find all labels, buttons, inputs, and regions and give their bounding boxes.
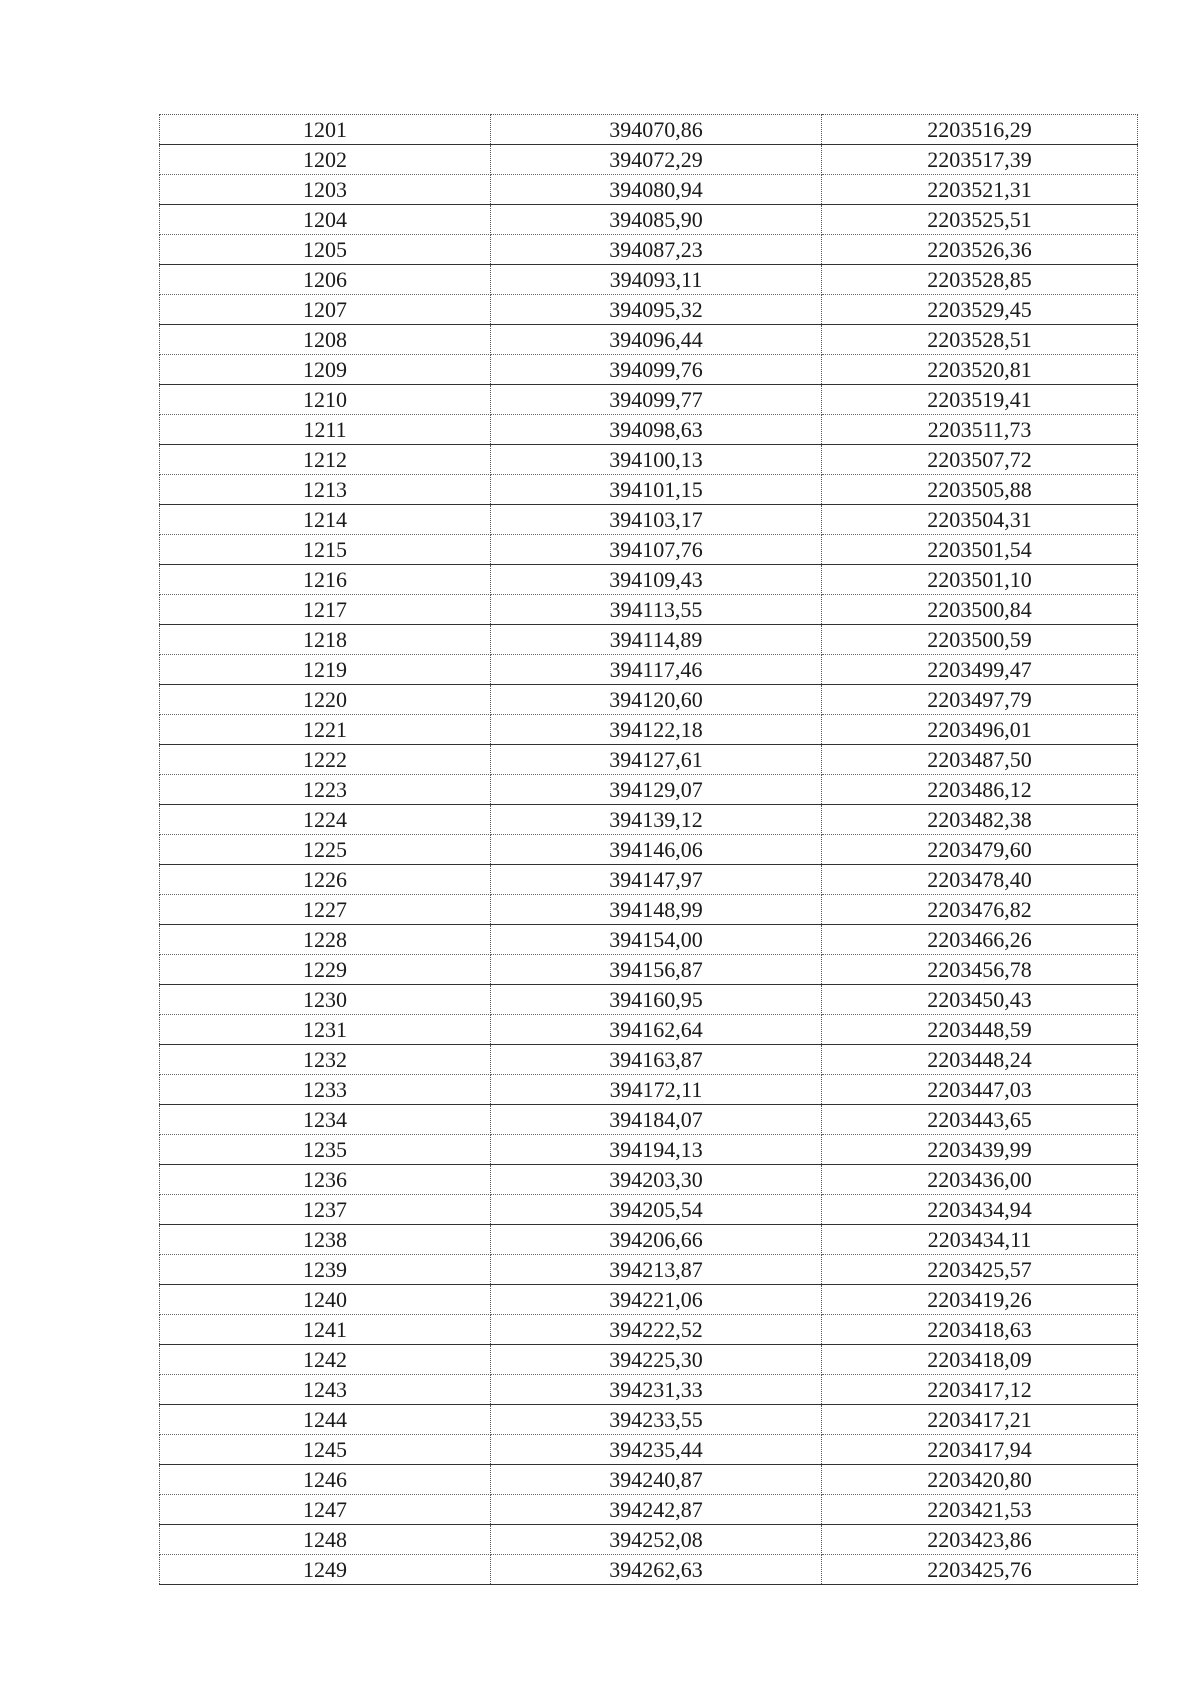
point-number-cell: 1249: [160, 1555, 491, 1585]
point-number-cell: 1239: [160, 1255, 491, 1285]
x-coordinate-cell: 394098,63: [491, 415, 822, 445]
table-row: [160, 895, 1138, 925]
x-coordinate-cell: 394221,06: [491, 1285, 822, 1315]
point-number-cell: 1245: [160, 1435, 491, 1465]
table-row: [160, 1435, 1138, 1465]
table-row: [160, 535, 1138, 565]
y-coordinate-cell: 2203436,00: [822, 1165, 1138, 1195]
y-coordinate-cell: 2203423,86: [822, 1525, 1138, 1555]
table-row: [160, 925, 1138, 955]
y-coordinate-cell: 2203417,21: [822, 1405, 1138, 1435]
point-number-cell: 1240: [160, 1285, 491, 1315]
y-coordinate-cell: 2203476,82: [822, 895, 1138, 925]
x-coordinate-cell: 394101,15: [491, 475, 822, 505]
point-number-cell: 1213: [160, 475, 491, 505]
x-coordinate-cell: 394107,76: [491, 535, 822, 565]
point-number-cell: 1206: [160, 265, 491, 295]
table-row: [160, 175, 1138, 205]
x-coordinate-cell: 394087,23: [491, 235, 822, 265]
y-coordinate-cell: 2203520,81: [822, 355, 1138, 385]
point-number-cell: 1246: [160, 1465, 491, 1495]
point-number-cell: 1248: [160, 1525, 491, 1555]
table-row: [160, 475, 1138, 505]
point-number-cell: 1212: [160, 445, 491, 475]
table-row: [160, 1225, 1138, 1255]
table-row: [160, 1465, 1138, 1495]
table-row: [160, 115, 1138, 145]
x-coordinate-cell: 394222,52: [491, 1315, 822, 1345]
y-coordinate-cell: 2203501,10: [822, 565, 1138, 595]
table-row: [160, 1315, 1138, 1345]
table-row: [160, 1045, 1138, 1075]
y-coordinate-cell: 2203529,45: [822, 295, 1138, 325]
y-coordinate-cell: 2203482,38: [822, 805, 1138, 835]
y-coordinate-cell: 2203496,01: [822, 715, 1138, 745]
y-coordinate-cell: 2203528,85: [822, 265, 1138, 295]
table-row: [160, 1285, 1138, 1315]
y-coordinate-cell: 2203479,60: [822, 835, 1138, 865]
x-coordinate-cell: 394139,12: [491, 805, 822, 835]
coordinates-table: [159, 114, 1138, 1585]
y-coordinate-cell: 2203519,41: [822, 385, 1138, 415]
point-number-cell: 1232: [160, 1045, 491, 1075]
point-number-cell: 1220: [160, 685, 491, 715]
table-row: [160, 775, 1138, 805]
point-number-cell: 1215: [160, 535, 491, 565]
table-row: [160, 1495, 1138, 1525]
table-row: [160, 685, 1138, 715]
y-coordinate-cell: 2203420,80: [822, 1465, 1138, 1495]
y-coordinate-cell: 2203497,79: [822, 685, 1138, 715]
x-coordinate-cell: 394095,32: [491, 295, 822, 325]
y-coordinate-cell: 2203417,94: [822, 1435, 1138, 1465]
y-coordinate-cell: 2203456,78: [822, 955, 1138, 985]
table-row: [160, 1375, 1138, 1405]
y-coordinate-cell: 2203439,99: [822, 1135, 1138, 1165]
y-coordinate-cell: 2203505,88: [822, 475, 1138, 505]
table-row: [160, 955, 1138, 985]
x-coordinate-cell: 394262,63: [491, 1555, 822, 1585]
point-number-cell: 1211: [160, 415, 491, 445]
x-coordinate-cell: 394231,33: [491, 1375, 822, 1405]
table-row: [160, 355, 1138, 385]
table-row: [160, 1135, 1138, 1165]
y-coordinate-cell: 2203418,09: [822, 1345, 1138, 1375]
point-number-cell: 1217: [160, 595, 491, 625]
table-row: [160, 595, 1138, 625]
y-coordinate-cell: 2203417,12: [822, 1375, 1138, 1405]
x-coordinate-cell: 394070,86: [491, 115, 822, 145]
point-number-cell: 1203: [160, 175, 491, 205]
table-row: [160, 565, 1138, 595]
point-number-cell: 1202: [160, 145, 491, 175]
point-number-cell: 1236: [160, 1165, 491, 1195]
y-coordinate-cell: 2203418,63: [822, 1315, 1138, 1345]
x-coordinate-cell: 394235,44: [491, 1435, 822, 1465]
y-coordinate-cell: 2203450,43: [822, 985, 1138, 1015]
point-number-cell: 1230: [160, 985, 491, 1015]
table-row: [160, 835, 1138, 865]
y-coordinate-cell: 2203421,53: [822, 1495, 1138, 1525]
x-coordinate-cell: 394099,77: [491, 385, 822, 415]
point-number-cell: 1207: [160, 295, 491, 325]
point-number-cell: 1201: [160, 115, 491, 145]
coordinates-table-body: [160, 115, 1138, 1585]
x-coordinate-cell: 394072,29: [491, 145, 822, 175]
x-coordinate-cell: 394154,00: [491, 925, 822, 955]
point-number-cell: 1219: [160, 655, 491, 685]
table-row: [160, 1555, 1138, 1585]
y-coordinate-cell: 2203443,65: [822, 1105, 1138, 1135]
y-coordinate-cell: 2203504,31: [822, 505, 1138, 535]
table-row: [160, 1165, 1138, 1195]
table-row: [160, 625, 1138, 655]
point-number-cell: 1237: [160, 1195, 491, 1225]
x-coordinate-cell: 394085,90: [491, 205, 822, 235]
table-row: [160, 745, 1138, 775]
table-row: [160, 1195, 1138, 1225]
y-coordinate-cell: 2203499,47: [822, 655, 1138, 685]
x-coordinate-cell: 394114,89: [491, 625, 822, 655]
point-number-cell: 1227: [160, 895, 491, 925]
y-coordinate-cell: 2203466,26: [822, 925, 1138, 955]
point-number-cell: 1205: [160, 235, 491, 265]
y-coordinate-cell: 2203507,72: [822, 445, 1138, 475]
point-number-cell: 1244: [160, 1405, 491, 1435]
y-coordinate-cell: 2203528,51: [822, 325, 1138, 355]
x-coordinate-cell: 394225,30: [491, 1345, 822, 1375]
point-number-cell: 1224: [160, 805, 491, 835]
x-coordinate-cell: 394213,87: [491, 1255, 822, 1285]
x-coordinate-cell: 394096,44: [491, 325, 822, 355]
x-coordinate-cell: 394206,66: [491, 1225, 822, 1255]
y-coordinate-cell: 2203517,39: [822, 145, 1138, 175]
x-coordinate-cell: 394113,55: [491, 595, 822, 625]
x-coordinate-cell: 394093,11: [491, 265, 822, 295]
point-number-cell: 1225: [160, 835, 491, 865]
table-row: [160, 1255, 1138, 1285]
table-row: [160, 865, 1138, 895]
table-row: [160, 1105, 1138, 1135]
y-coordinate-cell: 2203500,84: [822, 595, 1138, 625]
y-coordinate-cell: 2203525,51: [822, 205, 1138, 235]
point-number-cell: 1209: [160, 355, 491, 385]
y-coordinate-cell: 2203425,57: [822, 1255, 1138, 1285]
x-coordinate-cell: 394117,46: [491, 655, 822, 685]
y-coordinate-cell: 2203478,40: [822, 865, 1138, 895]
table-row: [160, 325, 1138, 355]
point-number-cell: 1218: [160, 625, 491, 655]
point-number-cell: 1210: [160, 385, 491, 415]
table-row: [160, 805, 1138, 835]
table-row: [160, 505, 1138, 535]
point-number-cell: 1238: [160, 1225, 491, 1255]
table-row: [160, 205, 1138, 235]
y-coordinate-cell: 2203419,26: [822, 1285, 1138, 1315]
x-coordinate-cell: 394109,43: [491, 565, 822, 595]
point-number-cell: 1228: [160, 925, 491, 955]
x-coordinate-cell: 394080,94: [491, 175, 822, 205]
y-coordinate-cell: 2203434,11: [822, 1225, 1138, 1255]
y-coordinate-cell: 2203521,31: [822, 175, 1138, 205]
x-coordinate-cell: 394160,95: [491, 985, 822, 1015]
point-number-cell: 1235: [160, 1135, 491, 1165]
table-row: [160, 385, 1138, 415]
x-coordinate-cell: 394122,18: [491, 715, 822, 745]
table-row: [160, 145, 1138, 175]
point-number-cell: 1242: [160, 1345, 491, 1375]
x-coordinate-cell: 394242,87: [491, 1495, 822, 1525]
x-coordinate-cell: 394146,06: [491, 835, 822, 865]
point-number-cell: 1233: [160, 1075, 491, 1105]
point-number-cell: 1231: [160, 1015, 491, 1045]
x-coordinate-cell: 394194,13: [491, 1135, 822, 1165]
point-number-cell: 1223: [160, 775, 491, 805]
point-number-cell: 1221: [160, 715, 491, 745]
point-number-cell: 1204: [160, 205, 491, 235]
table-row: [160, 1075, 1138, 1105]
x-coordinate-cell: 394252,08: [491, 1525, 822, 1555]
x-coordinate-cell: 394205,54: [491, 1195, 822, 1225]
x-coordinate-cell: 394100,13: [491, 445, 822, 475]
x-coordinate-cell: 394184,07: [491, 1105, 822, 1135]
table-row: [160, 1405, 1138, 1435]
x-coordinate-cell: 394099,76: [491, 355, 822, 385]
y-coordinate-cell: 2203526,36: [822, 235, 1138, 265]
x-coordinate-cell: 394162,64: [491, 1015, 822, 1045]
table-row: [160, 1015, 1138, 1045]
y-coordinate-cell: 2203434,94: [822, 1195, 1138, 1225]
x-coordinate-cell: 394147,97: [491, 865, 822, 895]
table-row: [160, 655, 1138, 685]
x-coordinate-cell: 394129,07: [491, 775, 822, 805]
y-coordinate-cell: 2203486,12: [822, 775, 1138, 805]
x-coordinate-cell: 394127,61: [491, 745, 822, 775]
x-coordinate-cell: 394103,17: [491, 505, 822, 535]
x-coordinate-cell: 394203,30: [491, 1165, 822, 1195]
y-coordinate-cell: 2203448,24: [822, 1045, 1138, 1075]
point-number-cell: 1234: [160, 1105, 491, 1135]
y-coordinate-cell: 2203501,54: [822, 535, 1138, 565]
y-coordinate-cell: 2203448,59: [822, 1015, 1138, 1045]
y-coordinate-cell: 2203447,03: [822, 1075, 1138, 1105]
point-number-cell: 1243: [160, 1375, 491, 1405]
y-coordinate-cell: 2203511,73: [822, 415, 1138, 445]
table-row: [160, 445, 1138, 475]
x-coordinate-cell: 394233,55: [491, 1405, 822, 1435]
point-number-cell: 1226: [160, 865, 491, 895]
table-row: [160, 985, 1138, 1015]
x-coordinate-cell: 394172,11: [491, 1075, 822, 1105]
point-number-cell: 1222: [160, 745, 491, 775]
point-number-cell: 1216: [160, 565, 491, 595]
point-number-cell: 1247: [160, 1495, 491, 1525]
table-row: [160, 295, 1138, 325]
x-coordinate-cell: 394120,60: [491, 685, 822, 715]
y-coordinate-cell: 2203487,50: [822, 745, 1138, 775]
x-coordinate-cell: 394163,87: [491, 1045, 822, 1075]
y-coordinate-cell: 2203500,59: [822, 625, 1138, 655]
x-coordinate-cell: 394156,87: [491, 955, 822, 985]
y-coordinate-cell: 2203516,29: [822, 115, 1138, 145]
point-number-cell: 1214: [160, 505, 491, 535]
x-coordinate-cell: 394240,87: [491, 1465, 822, 1495]
x-coordinate-cell: 394148,99: [491, 895, 822, 925]
table-row: [160, 415, 1138, 445]
y-coordinate-cell: 2203425,76: [822, 1555, 1138, 1585]
table-row: [160, 265, 1138, 295]
point-number-cell: 1208: [160, 325, 491, 355]
table-row: [160, 1345, 1138, 1375]
point-number-cell: 1229: [160, 955, 491, 985]
table-row: [160, 235, 1138, 265]
point-number-cell: 1241: [160, 1315, 491, 1345]
table-row: [160, 715, 1138, 745]
table-row: [160, 1525, 1138, 1555]
